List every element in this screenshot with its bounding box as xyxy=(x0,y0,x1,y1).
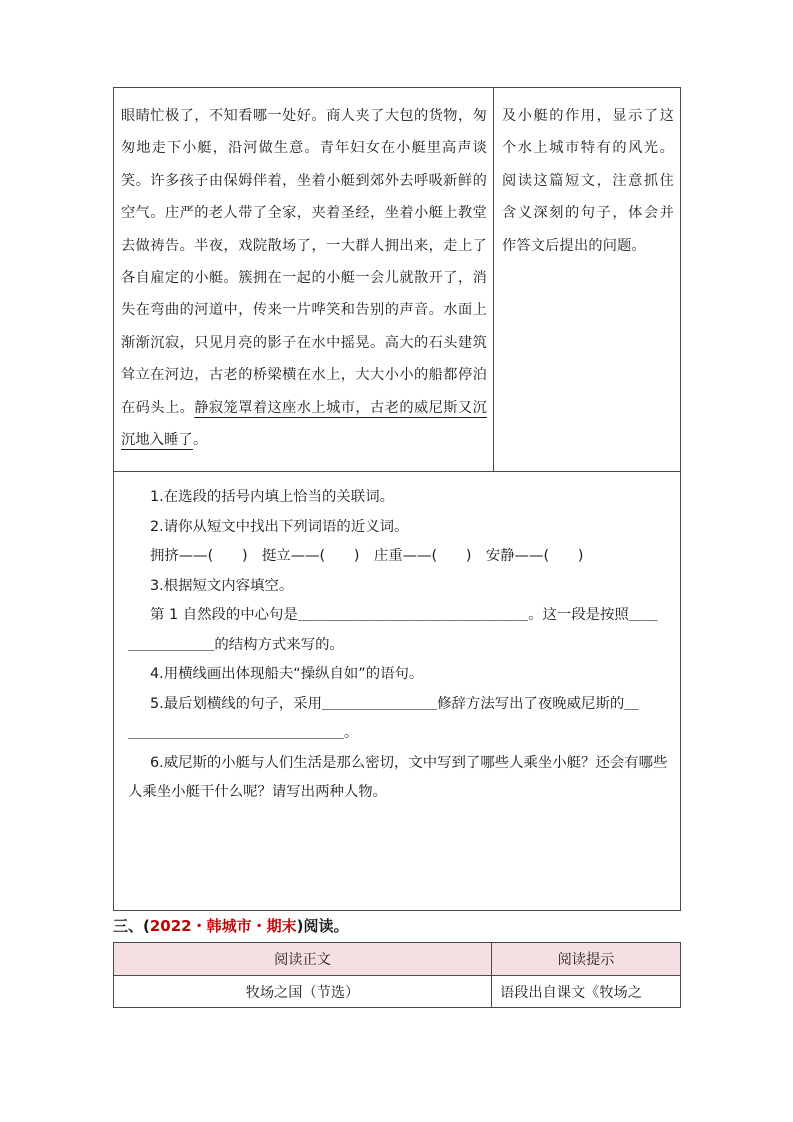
table2-row xyxy=(114,976,680,1007)
hint-start: 语段出自课文《牧场之 xyxy=(500,984,642,1001)
section-prefix: 三、( xyxy=(113,917,150,935)
passage-main-text: 眼睛忙极了，不知看哪一处好。商人夹了大包的货物，匆匆地走下小艇，沿河做生意。青年妇女在小艇里高声谈笑。许多孩子由保姆伴着，坐着小艇到郊外去呼吸新鲜的空气。庄严的老人带了全家，夹着圣经，坐着小艇上教堂去做祷告。半夜，戏院散场了，一大群人拥出来，走上了各自雇定的小艇。簇拥在一起的小艇一会儿就散开了，消失在弯曲的河道中，传来一片哗笑和告别的声音。水面上渐渐沉寂，只见月亮的影子在水中摇晃。高大的石头建筑耸立在河边，古老的桥梁横在水上，大大小小的船都停泊在码头上。 xyxy=(121,108,487,416)
question-3-line-1: 第 1 自然段的中心句是＿＿＿＿＿＿＿＿＿＿＿＿＿＿＿＿。这一段是按照＿＿ xyxy=(150,607,658,623)
passage-underlined-sentence: 静寂笼罩着这座水上城市，古老的威尼斯又沉沉地入睡了 xyxy=(121,399,487,449)
questions-cell xyxy=(114,473,680,808)
question-2: 2.请你从短文中找出下列词语的近义词。 xyxy=(150,518,409,535)
passage-text xyxy=(121,100,487,456)
reading-table-2 xyxy=(113,942,681,1008)
question-5-line-2: ＿＿＿＿＿＿＿＿＿＿＿＿＿＿＿。 xyxy=(128,725,359,741)
hint-text: 及小艇的作用，显示了这个水上城市特有的风光。阅读这篇短文，注意抓住含义深刻的句子，体会并作答文后提出的问题。 xyxy=(502,108,674,254)
question-3: 3.根据短文内容填空。 xyxy=(150,577,294,594)
question-4: 4.用横线画出体现船夫“操纵自如”的语句。 xyxy=(150,666,424,682)
passage-row xyxy=(114,88,680,472)
table2-header-row xyxy=(114,943,680,976)
question-6 xyxy=(128,749,672,808)
header-reading-text: 阅读正文 xyxy=(114,943,492,975)
hint-cell xyxy=(494,88,680,472)
reading-table xyxy=(113,87,681,911)
question-3-line-2: ＿＿＿＿＿＿的结构方式来写的。 xyxy=(128,636,344,653)
header-reading-hint: 阅读提示 xyxy=(557,952,615,968)
section-source: 2022・韩城市・期末 xyxy=(149,917,297,935)
section-title xyxy=(113,915,348,936)
section-suffix: )阅读。 xyxy=(296,917,349,935)
question-1: 1.在选段的括号内填上恰当的关联词。 xyxy=(150,489,394,505)
passage-end-punctuation: 。 xyxy=(192,432,208,449)
passage-title: 牧场之国（节选） xyxy=(114,976,492,1007)
question-2-words: 拥挤——( ) 挺立——( ) 庄重——( ) 安静——( ) xyxy=(150,548,584,564)
question-6-text: 6.威尼斯的小艇与人们生活是那么密切，文中写到了哪些人乘坐小艇？还会有哪些人乘坐小艇干什么呢？请写出两种人物。 xyxy=(128,754,668,800)
question-5-line-1: 5.最后划横线的句子，采用＿＿＿＿＿＿＿＿修辞方法写出了夜晚威尼斯的＿ xyxy=(150,695,639,712)
passage-cell xyxy=(114,88,494,472)
